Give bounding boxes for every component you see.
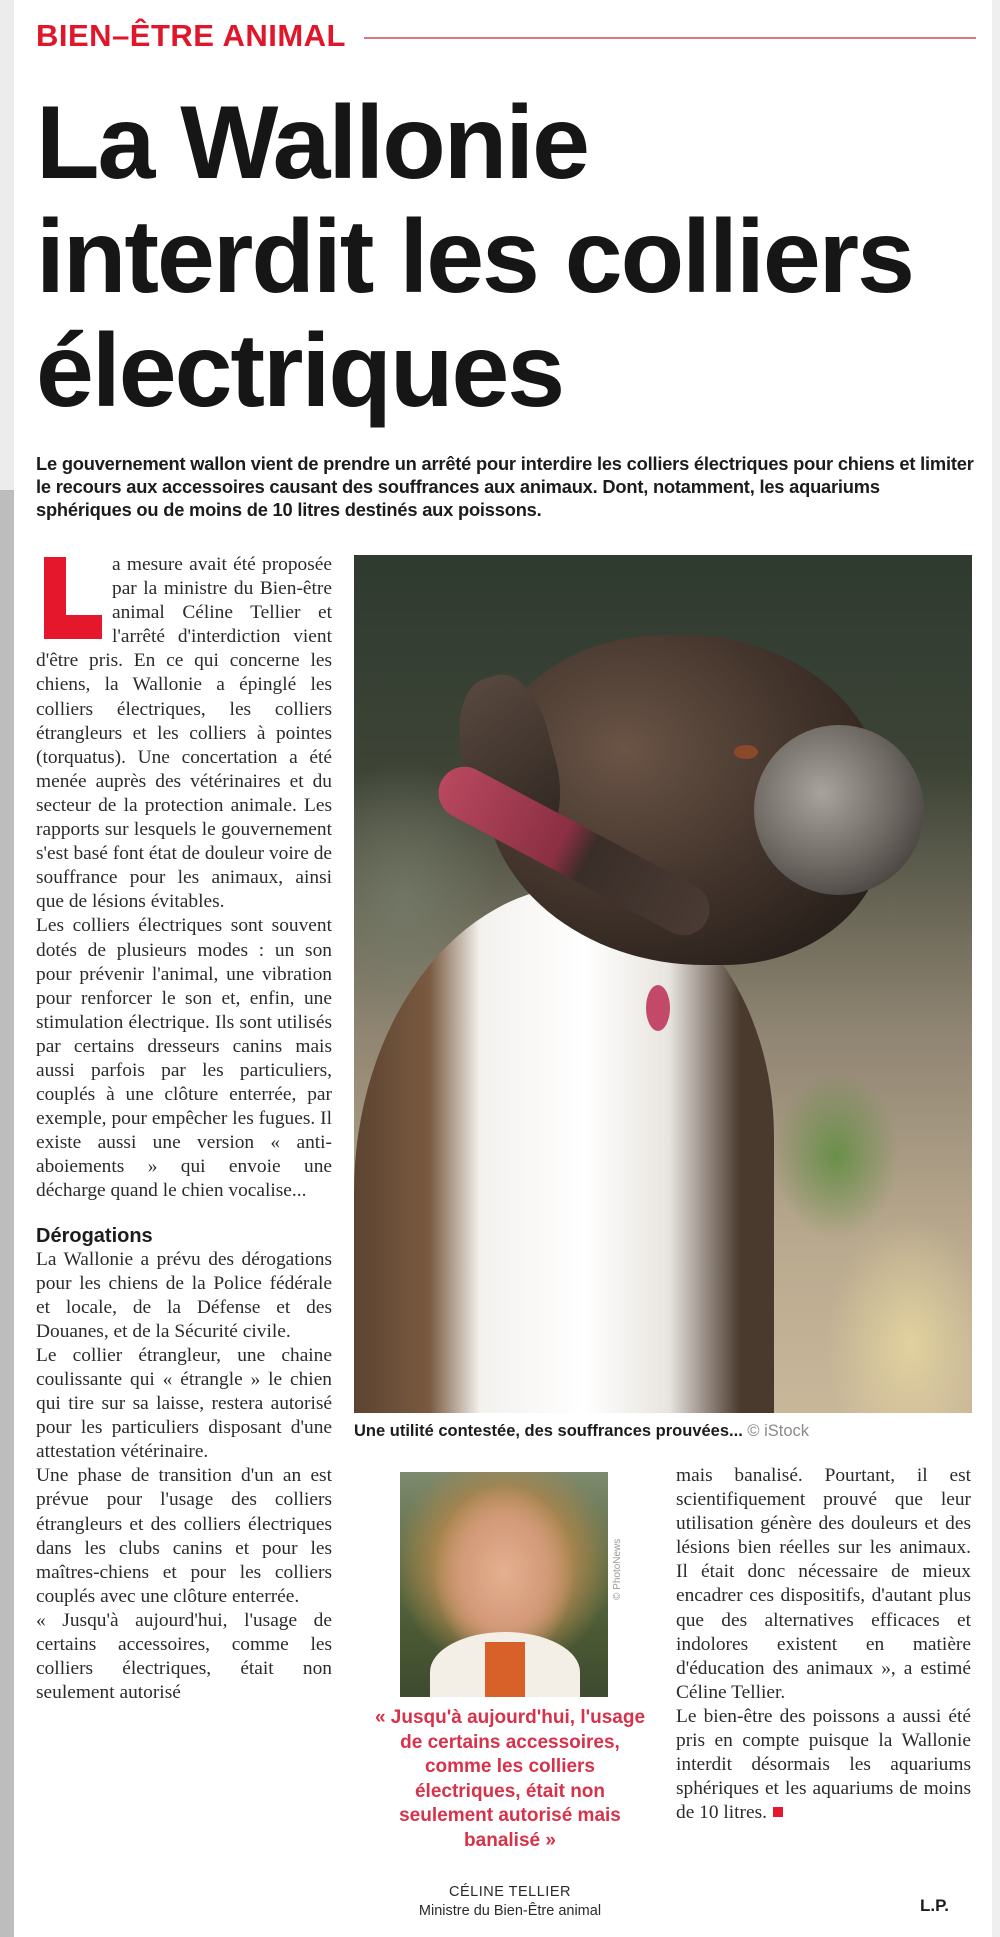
dropcap-l bbox=[44, 557, 102, 639]
page-gutter-left-bottom bbox=[0, 490, 14, 1937]
page-gutter-left-top bbox=[0, 0, 14, 490]
author-signature: L.P. bbox=[920, 1896, 949, 1915]
kicker-rule-divider bbox=[364, 37, 976, 39]
body-paragraph-text: Le bien-être des poissons a aussi été pris en compte puisque la Wallonie interdit désormais les aquariums sphériques et les aquariums de moins de 10 litres. bbox=[676, 1705, 971, 1824]
headline-line-2: interdit les colliers bbox=[36, 199, 913, 315]
headline-line-3: électriques bbox=[36, 313, 564, 429]
section-header bbox=[36, 14, 976, 58]
portrait-top-shape bbox=[485, 1642, 525, 1697]
caption-credit: © iStock bbox=[747, 1422, 810, 1440]
subhead-derogations: Dérogations bbox=[36, 1224, 153, 1247]
caption-text: Une utilité contestée, des souffrances prouvées... bbox=[354, 1422, 743, 1440]
body-paragraph: a mesure avait été proposée par la ministre du Bien-être animal Céline Tellier et l'arrêté d'interdiction vient d'être pris. En ce qui concerne les chiens, la Wallonie a épinglé les colliers électriques, les colliers étrangleurs et les colliers à pointes (torquatus). Une concertation a été menée auprès des vétérinaires et du secteur de la protection animale. Les rapports sur lesquels le gouvernement s'est basé font état de douleur voire de souffrance pour les animaux, ainsi que de lésions évitables. bbox=[36, 554, 332, 913]
quote-author-name: CÉLINE TELLIER bbox=[449, 1884, 571, 1900]
dog-tag-shape bbox=[646, 985, 670, 1031]
quote-author-role: Ministre du Bien-Être animal bbox=[418, 1903, 602, 1919]
dropcap-foot bbox=[44, 615, 102, 639]
page-gutter-right bbox=[992, 0, 1000, 1937]
section-kicker: BIEN–ÊTRE ANIMAL bbox=[36, 18, 346, 53]
article-column-right bbox=[676, 1464, 971, 1825]
body-paragraph-last bbox=[676, 1705, 971, 1825]
body-paragraph: La Wallonie a prévu des dérogations pour les chiens de la Police fédérale et locale, de la Défense et des Douanes, et de la Sécurité civile. bbox=[36, 1248, 332, 1342]
portrait-credit: © PhotoNews bbox=[612, 1538, 623, 1600]
main-photo-caption bbox=[354, 1420, 972, 1442]
dog-eye-shape bbox=[734, 745, 758, 759]
headline-line-1: La Wallonie bbox=[36, 85, 588, 201]
dog-muzzle-shape bbox=[754, 725, 924, 895]
body-paragraph: Les colliers électriques sont souvent dotés de plusieurs modes : un son pour prévenir l'animal, une vibration pour renforcer le son et, enfin, une stimulation électrique. Ils sont utilisés par certains dresseurs canins mais aussi parfois par les particuliers, couplés à une clôture enterrée, par exemple, pour empêcher les fugues. Il existe aussi une version « anti-aboiements » qui envoie une décharge quand le chien vocalise... bbox=[36, 915, 332, 1202]
article-lead: Le gouvernement wallon vient de prendre un arrêté pour interdire les colliers électriques pour chiens et limiter le recours aux accessoires causant des souffrances aux animaux. Dont, notamment, les aquariums sphériques ou de moins de 10 litres destinés aux poissons. bbox=[36, 453, 974, 520]
body-paragraph: mais banalisé. Pourtant, il est scientifiquement prouvé que leur utilisation génère des douleurs et des lésions bien réelles sur les animaux. Il était donc nécessaire de mieux encadrer ces dispositifs, d'autant plus que des alternatives efficaces et indolores existent en matière d'éducation des animaux », a estimé Céline Tellier. bbox=[676, 1465, 971, 1703]
pull-quote-attribution bbox=[370, 1883, 650, 1921]
body-paragraph: Le collier étrangleur, une chaine coulissante qui « étrangle » le chien qui tire sur sa laisse, restera autorisé pour les particuliers disposant d'une attestation vétérinaire. bbox=[36, 1344, 332, 1463]
end-of-article-square-icon bbox=[773, 1807, 783, 1817]
portrait-photo bbox=[400, 1472, 608, 1697]
main-photo-dog bbox=[354, 555, 972, 1413]
body-paragraph: « Jusqu'à aujourd'hui, l'usage de certains accessoires, comme les colliers électriques, était non seulement autorisé bbox=[36, 1609, 332, 1704]
article-headline bbox=[36, 86, 986, 428]
pull-quote: « Jusqu'à aujourd'hui, l'usage de certains accessoires, comme les colliers électriques, était non seulement autorisé mais banalisé » bbox=[374, 1707, 646, 1851]
article-column-left bbox=[36, 553, 332, 1705]
body-paragraph: Une phase de transition d'un an est prévue pour l'usage des colliers étrangleurs et des colliers électriques dans les clubs canins et pour les maîtres-chiens et pour les colliers couplés avec une clôture enterrée. bbox=[36, 1465, 332, 1607]
